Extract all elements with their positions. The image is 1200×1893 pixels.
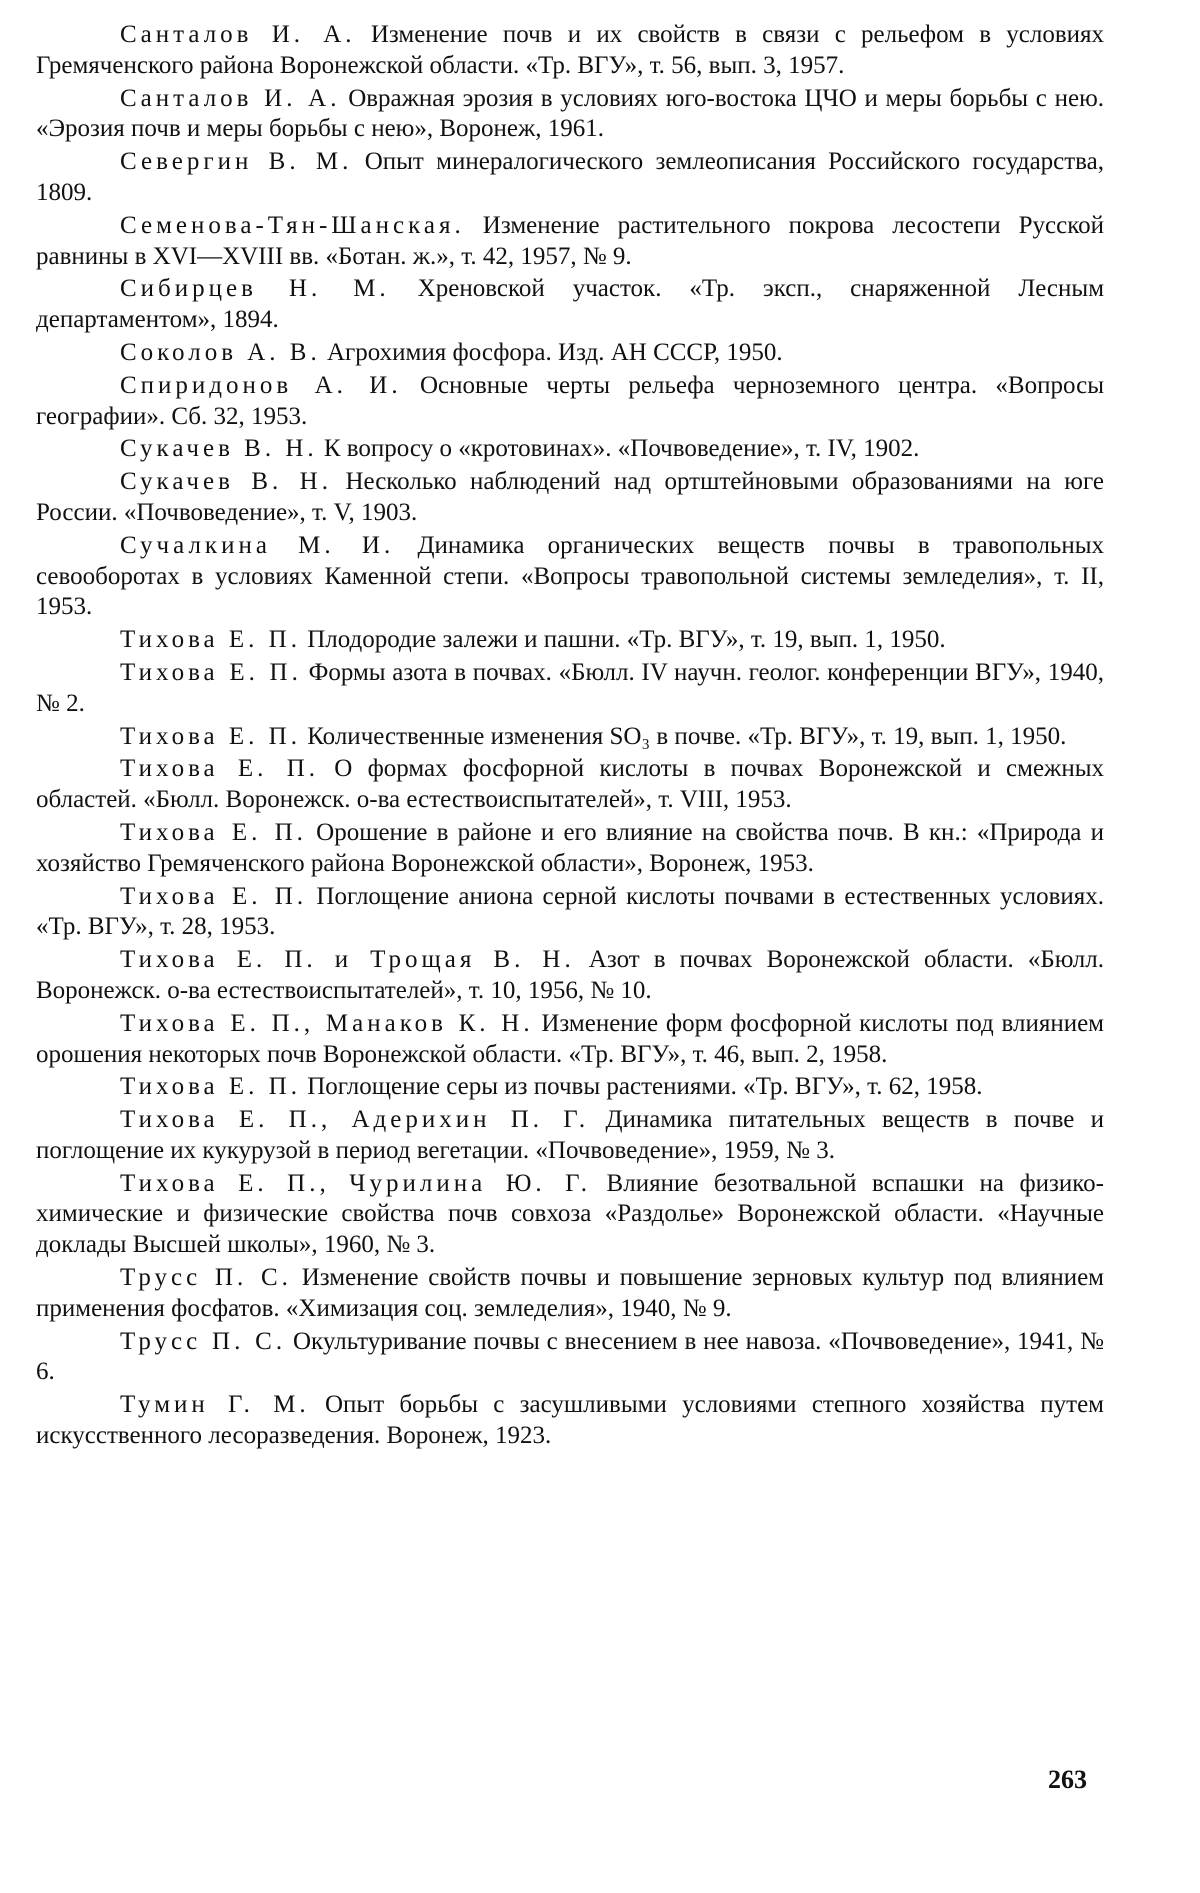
- reference-author: Тихова Е. П.: [120, 882, 308, 910]
- reference-entry: [36, 1072, 1104, 1103]
- reference-text: К вопросу о «кротовинах». «Почвоведение», т. IV, 1902.: [323, 435, 920, 463]
- reference-text: О формах фосфорной кислоты в почвах Воронежской и смежных областей. «Бюлл. Воронежск. о-ва естествоиспытателей», т. VIII, 1953.: [36, 755, 1104, 814]
- reference-author: Сучалкина М. И.: [120, 531, 395, 559]
- reference-entry: [36, 531, 1104, 623]
- reference-author: Трусс П. С.: [120, 1264, 292, 1292]
- reference-author: Сибирцев Н. М.: [120, 275, 390, 303]
- reference-text: Изменение растительного покрова лесостепи Русской равнины в XVI—XVIII вв. «Ботан. ж.», т. 42, 1957, № 9.: [36, 211, 1105, 270]
- reference-text: Изменение форм фосфорной кислоты под влиянием орошения некоторых почв Воронежской области. «Тр. ВГУ», т. 46, вып. 2, 1958.: [36, 1009, 1104, 1068]
- reference-entry: [36, 147, 1104, 209]
- reference-text: Формы азота в почвах. «Бюлл. IV научн. геолог. конференции ВГУ», 1940, № 2.: [36, 658, 1104, 717]
- reference-entry: [36, 625, 1104, 656]
- reference-list: [36, 20, 1104, 1454]
- reference-entry: [36, 20, 1104, 82]
- reference-text: Динамика органических веществ почвы в травопольных севооборотах в условиях Каменной степи. «Вопросы травопольной системы земледелия», т. II, 1953.: [36, 531, 1105, 621]
- reference-entry: [36, 338, 1104, 369]
- reference-author: Семенова-Тян-Шанская.: [120, 211, 465, 239]
- reference-author: Тумин Г. М.: [120, 1391, 310, 1419]
- reference-author: Тихова Е. П.: [120, 818, 307, 846]
- reference-author: Сукачев В. Н.: [120, 435, 318, 463]
- reference-text: Количественные изменения SO₃ в почве. «Тр. ВГУ», т. 19, вып. 1, 1950.: [307, 722, 1067, 750]
- reference-text: Поглощение аниона серной кислоты почвами в естественных условиях. «Тр. ВГУ», т. 28, 1953.: [36, 882, 1104, 941]
- reference-entry: [36, 882, 1104, 944]
- reference-text: Азот в почвах Воронежской области. «Бюлл. Воронежск. о-ва естествоиспытателей», т. 10, 1956, № 10.: [36, 946, 1104, 1004]
- reference-entry: [36, 211, 1104, 273]
- reference-text: Окультуривание почвы с внесением в нее навоза. «Почвоведение», 1941, № 6.: [36, 1327, 1104, 1386]
- reference-text: Поглощение серы из почвы растениями. «Тр. ВГУ», т. 62, 1958.: [307, 1073, 983, 1101]
- reference-text: Изменение почв и их свойств в связи с рельефом в условиях Гремяченского района Воронежской области. «Тр. ВГУ», т. 56, вып. 3, 1957.: [36, 21, 1105, 79]
- reference-text: Изменение свойств почвы и повышение зерновых культур под влиянием применения фосфатов. «Химизация соц. земледелия», 1940, № 9.: [36, 1264, 1104, 1322]
- reference-text: Динамика питательных веществ в почве и поглощение их кукурузой в период вегетации. «Почвоведение», 1959, № 3.: [36, 1106, 1104, 1164]
- reference-author: Тихова Е. П.: [120, 1073, 301, 1101]
- reference-text: Хреновской участок. «Тр. эксп., снаряженной Лесным департаментом», 1894.: [36, 275, 1105, 334]
- reference-text: Агрохимия фосфора. Изд. АН СССР, 1950.: [326, 338, 783, 366]
- reference-author: Тихова Е. П., Манаков К. Н.: [120, 1009, 534, 1037]
- reference-entry: [36, 1390, 1104, 1452]
- reference-text: Плодородие залежи и пашни. «Тр. ВГУ», т. 19, вып. 1, 1950.: [307, 626, 946, 654]
- reference-author: Тихова Е. П.: [120, 658, 302, 686]
- reference-author: Санталов И. А.: [120, 21, 356, 48]
- reference-author: Тихова Е. П., Чурилина Ю. Г.: [120, 1169, 592, 1197]
- reference-entry: [36, 274, 1104, 336]
- reference-author: Соколов А. В.: [120, 338, 321, 366]
- reference-author: Спиридонов А. И.: [120, 371, 402, 399]
- reference-author: Санталов И. А.: [120, 84, 341, 112]
- reference-text: Овражная эрозия в условиях юго-востока ЦЧО и меры борьбы с нею. «Эрозия почв и меры борьбы с нею», Воронеж, 1961.: [36, 84, 1104, 143]
- reference-entry: [36, 84, 1104, 146]
- reference-author: Тихова Е. П.: [120, 626, 301, 654]
- reference-entry: [36, 1263, 1104, 1325]
- reference-entry: [36, 1169, 1104, 1261]
- reference-entry: [36, 818, 1104, 880]
- reference-author: Тихова Е. П.: [120, 755, 319, 783]
- reference-author: Тихова Е. П.: [120, 722, 301, 750]
- reference-text: Опыт минералогического землеописания Российского государства, 1809.: [36, 148, 1105, 206]
- reference-author: Тихова Е. П. и Трощая В. Н.: [120, 946, 575, 974]
- reference-text: Влияние безотвальной вспашки на физико-химические и физические свойства почв совхоза «Раздолье» Воронежской области. «Научные доклады Высшей школы», 1960, № 3.: [36, 1169, 1105, 1259]
- reference-entry: [36, 658, 1104, 720]
- reference-text: Опыт борьбы с засушливыми условиями степного хозяйства путем искусственного лесоразведения. Воронеж, 1923.: [36, 1391, 1105, 1450]
- reference-text: Несколько наблюдений над ортштейновыми образованиями на юге России. «Почвоведение», т. V, 1903.: [36, 468, 1104, 526]
- reference-entry: [36, 1327, 1104, 1389]
- reference-entry: [36, 434, 1104, 465]
- reference-entry: [36, 467, 1104, 529]
- reference-author: Тихова Е. П., Адерихин П. Г.: [120, 1106, 590, 1134]
- reference-entry: [36, 722, 1104, 753]
- reference-entry: [36, 945, 1104, 1007]
- reference-text: Орошение в районе и его влияние на свойства почв. В кн.: «Природа и хозяйство Гремяченского района Воронежской области», Воронеж, 1953.: [36, 818, 1104, 877]
- reference-author: Севергин В. М.: [120, 148, 353, 176]
- reference-entry: [36, 371, 1104, 433]
- reference-entry: [36, 754, 1104, 816]
- reference-entry: [36, 1105, 1104, 1167]
- reference-text: Основные черты рельефа черноземного центра. «Вопросы географии». Сб. 32, 1953.: [36, 371, 1105, 430]
- reference-author: Сукачев В. Н.: [120, 468, 332, 496]
- reference-entry: [36, 1009, 1104, 1071]
- page-number: 263: [1048, 1765, 1087, 1794]
- reference-author: Трусс П. С.: [120, 1327, 287, 1355]
